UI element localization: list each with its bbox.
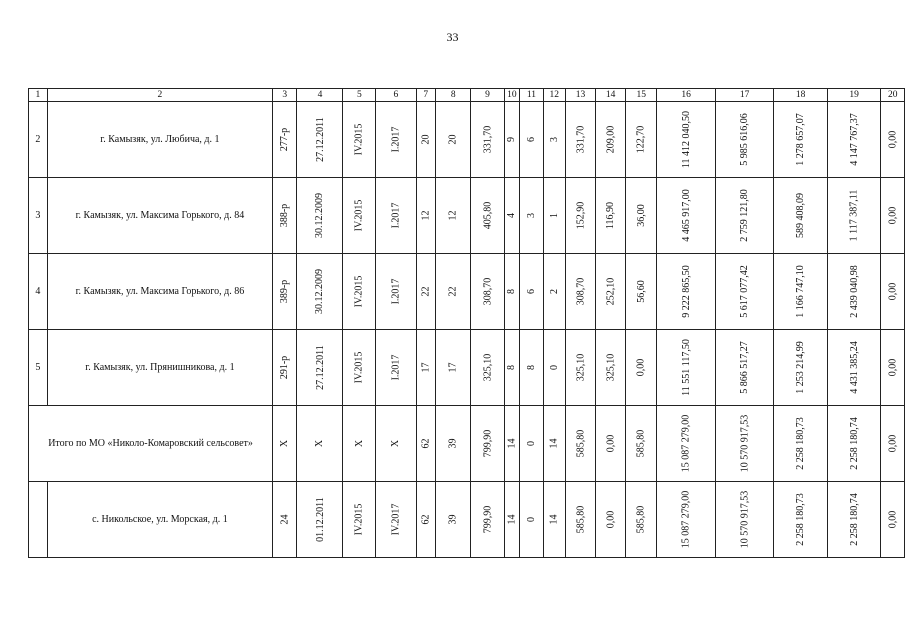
cell-3 <box>273 330 297 406</box>
cell-value: 56,60 <box>635 280 647 303</box>
cell-value: IV.2015 <box>353 275 365 308</box>
table-row <box>29 102 905 178</box>
cell-6 <box>376 406 416 482</box>
cell-6 <box>376 102 416 178</box>
cell-value: X <box>279 439 291 448</box>
cell-8 <box>436 330 471 406</box>
cell-15 <box>625 406 656 482</box>
cell-value: 0 <box>525 517 537 522</box>
cell-20 <box>881 102 905 178</box>
cell-18 <box>774 482 828 558</box>
cell-16 <box>657 406 716 482</box>
cell-value: 122,70 <box>635 125 647 154</box>
cell-value: IV.2017 <box>390 503 402 536</box>
cell-value: 0,00 <box>887 510 899 529</box>
cell-8 <box>436 254 471 330</box>
cell-value: 39 <box>447 438 459 449</box>
cell-16 <box>657 482 716 558</box>
cell-6 <box>376 482 416 558</box>
cell-19 <box>827 102 881 178</box>
cell-4 <box>297 482 343 558</box>
cell-15 <box>625 330 656 406</box>
cell-18 <box>774 102 828 178</box>
cell-value: 0,00 <box>605 434 617 453</box>
cell-11 <box>520 254 543 330</box>
cell-value: 1 278 657,07 <box>795 113 807 166</box>
cell-value: 9 222 865,50 <box>680 265 692 318</box>
header-cell-11: 11 <box>520 89 543 102</box>
cell-value: X <box>314 439 326 448</box>
cell-17 <box>715 482 774 558</box>
cell-value: 2 258 180,74 <box>848 493 860 546</box>
cell-value: 331,70 <box>481 125 493 154</box>
cell-11 <box>520 406 543 482</box>
cell-8 <box>436 406 471 482</box>
cell-7 <box>416 102 436 178</box>
cell-value: IV.2015 <box>353 199 365 232</box>
header-cell-14: 14 <box>596 89 626 102</box>
cell-value: 30.12.2009 <box>314 193 326 238</box>
cell-12 <box>543 102 565 178</box>
cell-20 <box>881 254 905 330</box>
cell-value: 14 <box>506 438 518 449</box>
cell-7 <box>416 406 436 482</box>
cell-12 <box>543 178 565 254</box>
cell-8 <box>436 178 471 254</box>
table-row <box>29 482 905 558</box>
cell-20 <box>881 330 905 406</box>
cell-value: X <box>390 439 402 448</box>
cell-value: 799,90 <box>481 429 493 458</box>
cell-value: 291-р <box>279 355 291 380</box>
cell-value: 5 985 616,06 <box>739 113 751 166</box>
cell-value: 3 <box>525 213 537 218</box>
cell-value: I.2017 <box>390 278 402 305</box>
cell-value: IV.2015 <box>353 503 365 536</box>
cell-14 <box>596 178 626 254</box>
cell-17 <box>715 406 774 482</box>
cell-value: 389-р <box>279 279 291 304</box>
cell-value: 0,00 <box>887 282 899 301</box>
cell-value: 2 258 180,74 <box>848 417 860 470</box>
cell-value: 5 866 517,27 <box>739 341 751 394</box>
cell-value: 0,00 <box>635 358 647 377</box>
cell-14 <box>596 102 626 178</box>
cell-10 <box>504 330 520 406</box>
cell-9 <box>471 178 504 254</box>
row-number: 4 <box>29 254 48 330</box>
cell-value: 277-р <box>279 127 291 152</box>
cell-8 <box>436 102 471 178</box>
cell-value: 0 <box>548 365 560 370</box>
cell-value: 27.12.2011 <box>314 117 326 162</box>
cell-18 <box>774 406 828 482</box>
address-cell: г. Камызяк, ул. Максима Горького, д. 86 <box>47 254 272 330</box>
header-cell-17: 17 <box>715 89 774 102</box>
cell-19 <box>827 330 881 406</box>
cell-value: 2 759 121,80 <box>739 189 751 242</box>
cell-value: 12 <box>420 210 432 221</box>
address-cell: г. Камызяк, ул. Любича, д. 1 <box>47 102 272 178</box>
cell-4 <box>297 254 343 330</box>
cell-9 <box>471 102 504 178</box>
cell-9 <box>471 406 504 482</box>
cell-value: 10 570 917,53 <box>739 490 751 549</box>
cell-value: 30.12.2009 <box>314 269 326 314</box>
cell-value: 20 <box>420 134 432 145</box>
cell-3 <box>273 254 297 330</box>
header-cell-15: 15 <box>625 89 656 102</box>
header-cell-5: 5 <box>343 89 376 102</box>
address-cell: г. Камызяк, ул. Прянишникова, д. 1 <box>47 330 272 406</box>
header-cell-19: 19 <box>827 89 881 102</box>
cell-16 <box>657 178 716 254</box>
cell-19 <box>827 178 881 254</box>
table-row <box>29 254 905 330</box>
cell-value: 17 <box>420 362 432 373</box>
cell-value: 14 <box>548 438 560 449</box>
cell-value: 8 <box>525 365 537 370</box>
header-cell-10: 10 <box>504 89 520 102</box>
cell-value: 1 253 214,99 <box>795 341 807 394</box>
cell-value: 0,00 <box>605 510 617 529</box>
cell-3 <box>273 178 297 254</box>
cell-17 <box>715 102 774 178</box>
cell-value: IV.2015 <box>353 351 365 384</box>
header-cell-1: 1 <box>29 89 48 102</box>
cell-value: IV.2015 <box>353 123 365 156</box>
cell-11 <box>520 178 543 254</box>
table-row <box>29 178 905 254</box>
cell-value: 116,90 <box>605 201 617 230</box>
row-number: 5 <box>29 330 48 406</box>
cell-13 <box>565 178 595 254</box>
cell-9 <box>471 482 504 558</box>
cell-11 <box>520 330 543 406</box>
cell-6 <box>376 178 416 254</box>
cell-value: 0,00 <box>887 434 899 453</box>
cell-4 <box>297 330 343 406</box>
row-number <box>29 482 48 558</box>
cell-8 <box>436 482 471 558</box>
cell-value: 1 117 387,11 <box>848 189 860 242</box>
cell-16 <box>657 102 716 178</box>
cell-3 <box>273 102 297 178</box>
cell-13 <box>565 254 595 330</box>
cell-4 <box>297 406 343 482</box>
cell-19 <box>827 406 881 482</box>
cell-6 <box>376 254 416 330</box>
cell-value: I.2017 <box>390 202 402 229</box>
cell-value: 308,70 <box>574 277 586 306</box>
cell-15 <box>625 482 656 558</box>
cell-13 <box>565 482 595 558</box>
cell-7 <box>416 254 436 330</box>
cell-value: 799,90 <box>481 505 493 534</box>
cell-value: I.2017 <box>390 354 402 381</box>
cell-value: X <box>353 439 365 448</box>
cell-value: 6 <box>525 137 537 142</box>
cell-15 <box>625 102 656 178</box>
cell-14 <box>596 254 626 330</box>
cell-20 <box>881 482 905 558</box>
cell-value: 209,00 <box>605 125 617 154</box>
cell-value: 2 258 180,73 <box>795 493 807 546</box>
cell-value: 4 147 767,37 <box>848 113 860 166</box>
cell-value: 0 <box>525 441 537 446</box>
cell-7 <box>416 178 436 254</box>
header-cell-6: 6 <box>376 89 416 102</box>
cell-value: 12 <box>447 210 459 221</box>
cell-14 <box>596 482 626 558</box>
header-cell-2: 2 <box>47 89 272 102</box>
cell-value: 0,00 <box>887 358 899 377</box>
cell-value: 9 <box>506 137 518 142</box>
cell-12 <box>543 406 565 482</box>
cell-value: 14 <box>506 514 518 525</box>
cell-value: 4 465 917,00 <box>680 189 692 242</box>
cell-7 <box>416 330 436 406</box>
cell-value: 39 <box>447 514 459 525</box>
cell-20 <box>881 178 905 254</box>
cell-value: 17 <box>447 362 459 373</box>
cell-10 <box>504 482 520 558</box>
row-number: 3 <box>29 178 48 254</box>
cell-value: 15 087 279,00 <box>680 414 692 473</box>
cell-value: 62 <box>420 514 432 525</box>
cell-value: 27.12.2011 <box>314 345 326 390</box>
cell-value: 2 258 180,73 <box>795 417 807 470</box>
register-table <box>28 88 905 558</box>
cell-5 <box>343 178 376 254</box>
cell-value: 24 <box>279 514 291 525</box>
cell-17 <box>715 330 774 406</box>
page-number: 33 <box>446 30 459 44</box>
cell-5 <box>343 330 376 406</box>
cell-5 <box>343 254 376 330</box>
cell-4 <box>297 178 343 254</box>
cell-3 <box>273 482 297 558</box>
cell-10 <box>504 254 520 330</box>
cell-value: 36,00 <box>635 204 647 227</box>
cell-value: 10 570 917,53 <box>739 414 751 473</box>
cell-17 <box>715 254 774 330</box>
cell-value: 01.12.2011 <box>314 497 326 542</box>
cell-value: 585,80 <box>635 429 647 458</box>
cell-value: 585,80 <box>574 429 586 458</box>
cell-value: 6 <box>525 289 537 294</box>
cell-value: 62 <box>420 438 432 449</box>
cell-4 <box>297 102 343 178</box>
cell-value: 252,10 <box>605 277 617 306</box>
cell-value: 2 <box>548 289 560 294</box>
cell-value: 8 <box>506 365 518 370</box>
cell-14 <box>596 330 626 406</box>
cell-value: 11 412 040,50 <box>680 110 692 169</box>
cell-13 <box>565 102 595 178</box>
cell-15 <box>625 178 656 254</box>
header-cell-12: 12 <box>543 89 565 102</box>
header-cell-18: 18 <box>774 89 828 102</box>
cell-5 <box>343 102 376 178</box>
cell-value: 152,90 <box>574 201 586 230</box>
cell-value: I.2017 <box>390 126 402 153</box>
cell-value: 585,80 <box>635 505 647 534</box>
address-cell: с. Никольское, ул. Морская, д. 1 <box>47 482 272 558</box>
cell-11 <box>520 102 543 178</box>
cell-12 <box>543 254 565 330</box>
cell-19 <box>827 482 881 558</box>
cell-value: 3 <box>548 137 560 142</box>
header-cell-8: 8 <box>436 89 471 102</box>
header-cell-16: 16 <box>657 89 716 102</box>
total-label: Итого по МО «Николо-Комаровский сельсовет» <box>29 406 273 482</box>
cell-18 <box>774 254 828 330</box>
cell-value: 5 617 077,42 <box>739 265 751 318</box>
cell-7 <box>416 482 436 558</box>
cell-value: 2 439 040,98 <box>848 265 860 318</box>
cell-value: 325,10 <box>481 353 493 382</box>
cell-value: 325,10 <box>605 353 617 382</box>
header-cell-13: 13 <box>565 89 595 102</box>
header-cell-20: 20 <box>881 89 905 102</box>
header-cell-4: 4 <box>297 89 343 102</box>
cell-10 <box>504 406 520 482</box>
header-row <box>29 89 905 102</box>
header-cell-9: 9 <box>471 89 504 102</box>
cell-10 <box>504 102 520 178</box>
cell-value: 405,80 <box>481 201 493 230</box>
table-row <box>29 330 905 406</box>
cell-12 <box>543 482 565 558</box>
cell-value: 20 <box>447 134 459 145</box>
cell-value: 22 <box>420 286 432 297</box>
cell-5 <box>343 482 376 558</box>
cell-value: 585,80 <box>574 505 586 534</box>
cell-value: 589 408,09 <box>795 193 807 238</box>
cell-value: 1 166 747,10 <box>795 265 807 318</box>
cell-5 <box>343 406 376 482</box>
cell-value: 0,00 <box>887 130 899 149</box>
cell-18 <box>774 330 828 406</box>
cell-value: 22 <box>447 286 459 297</box>
row-number: 2 <box>29 102 48 178</box>
cell-10 <box>504 178 520 254</box>
cell-value: 4 <box>506 213 518 218</box>
cell-9 <box>471 254 504 330</box>
cell-value: 388-р <box>279 203 291 228</box>
cell-12 <box>543 330 565 406</box>
cell-value: 331,70 <box>574 125 586 154</box>
cell-9 <box>471 330 504 406</box>
total-row <box>29 406 905 482</box>
cell-14 <box>596 406 626 482</box>
cell-18 <box>774 178 828 254</box>
cell-value: 325,10 <box>574 353 586 382</box>
cell-15 <box>625 254 656 330</box>
cell-value: 4 431 385,24 <box>848 341 860 394</box>
cell-19 <box>827 254 881 330</box>
cell-13 <box>565 330 595 406</box>
cell-value: 0,00 <box>887 206 899 225</box>
header-cell-7: 7 <box>416 89 436 102</box>
cell-value: 8 <box>506 289 518 294</box>
cell-value: 1 <box>548 213 560 218</box>
cell-16 <box>657 254 716 330</box>
header-cell-3: 3 <box>273 89 297 102</box>
cell-17 <box>715 178 774 254</box>
cell-6 <box>376 330 416 406</box>
cell-11 <box>520 482 543 558</box>
cell-3 <box>273 406 297 482</box>
cell-13 <box>565 406 595 482</box>
cell-20 <box>881 406 905 482</box>
cell-value: 14 <box>548 514 560 525</box>
cell-value: 308,70 <box>481 277 493 306</box>
cell-value: 15 087 279,00 <box>680 490 692 549</box>
address-cell: г. Камызяк, ул. Максима Горького, д. 84 <box>47 178 272 254</box>
cell-value: 11 551 117,50 <box>680 339 692 396</box>
cell-16 <box>657 330 716 406</box>
